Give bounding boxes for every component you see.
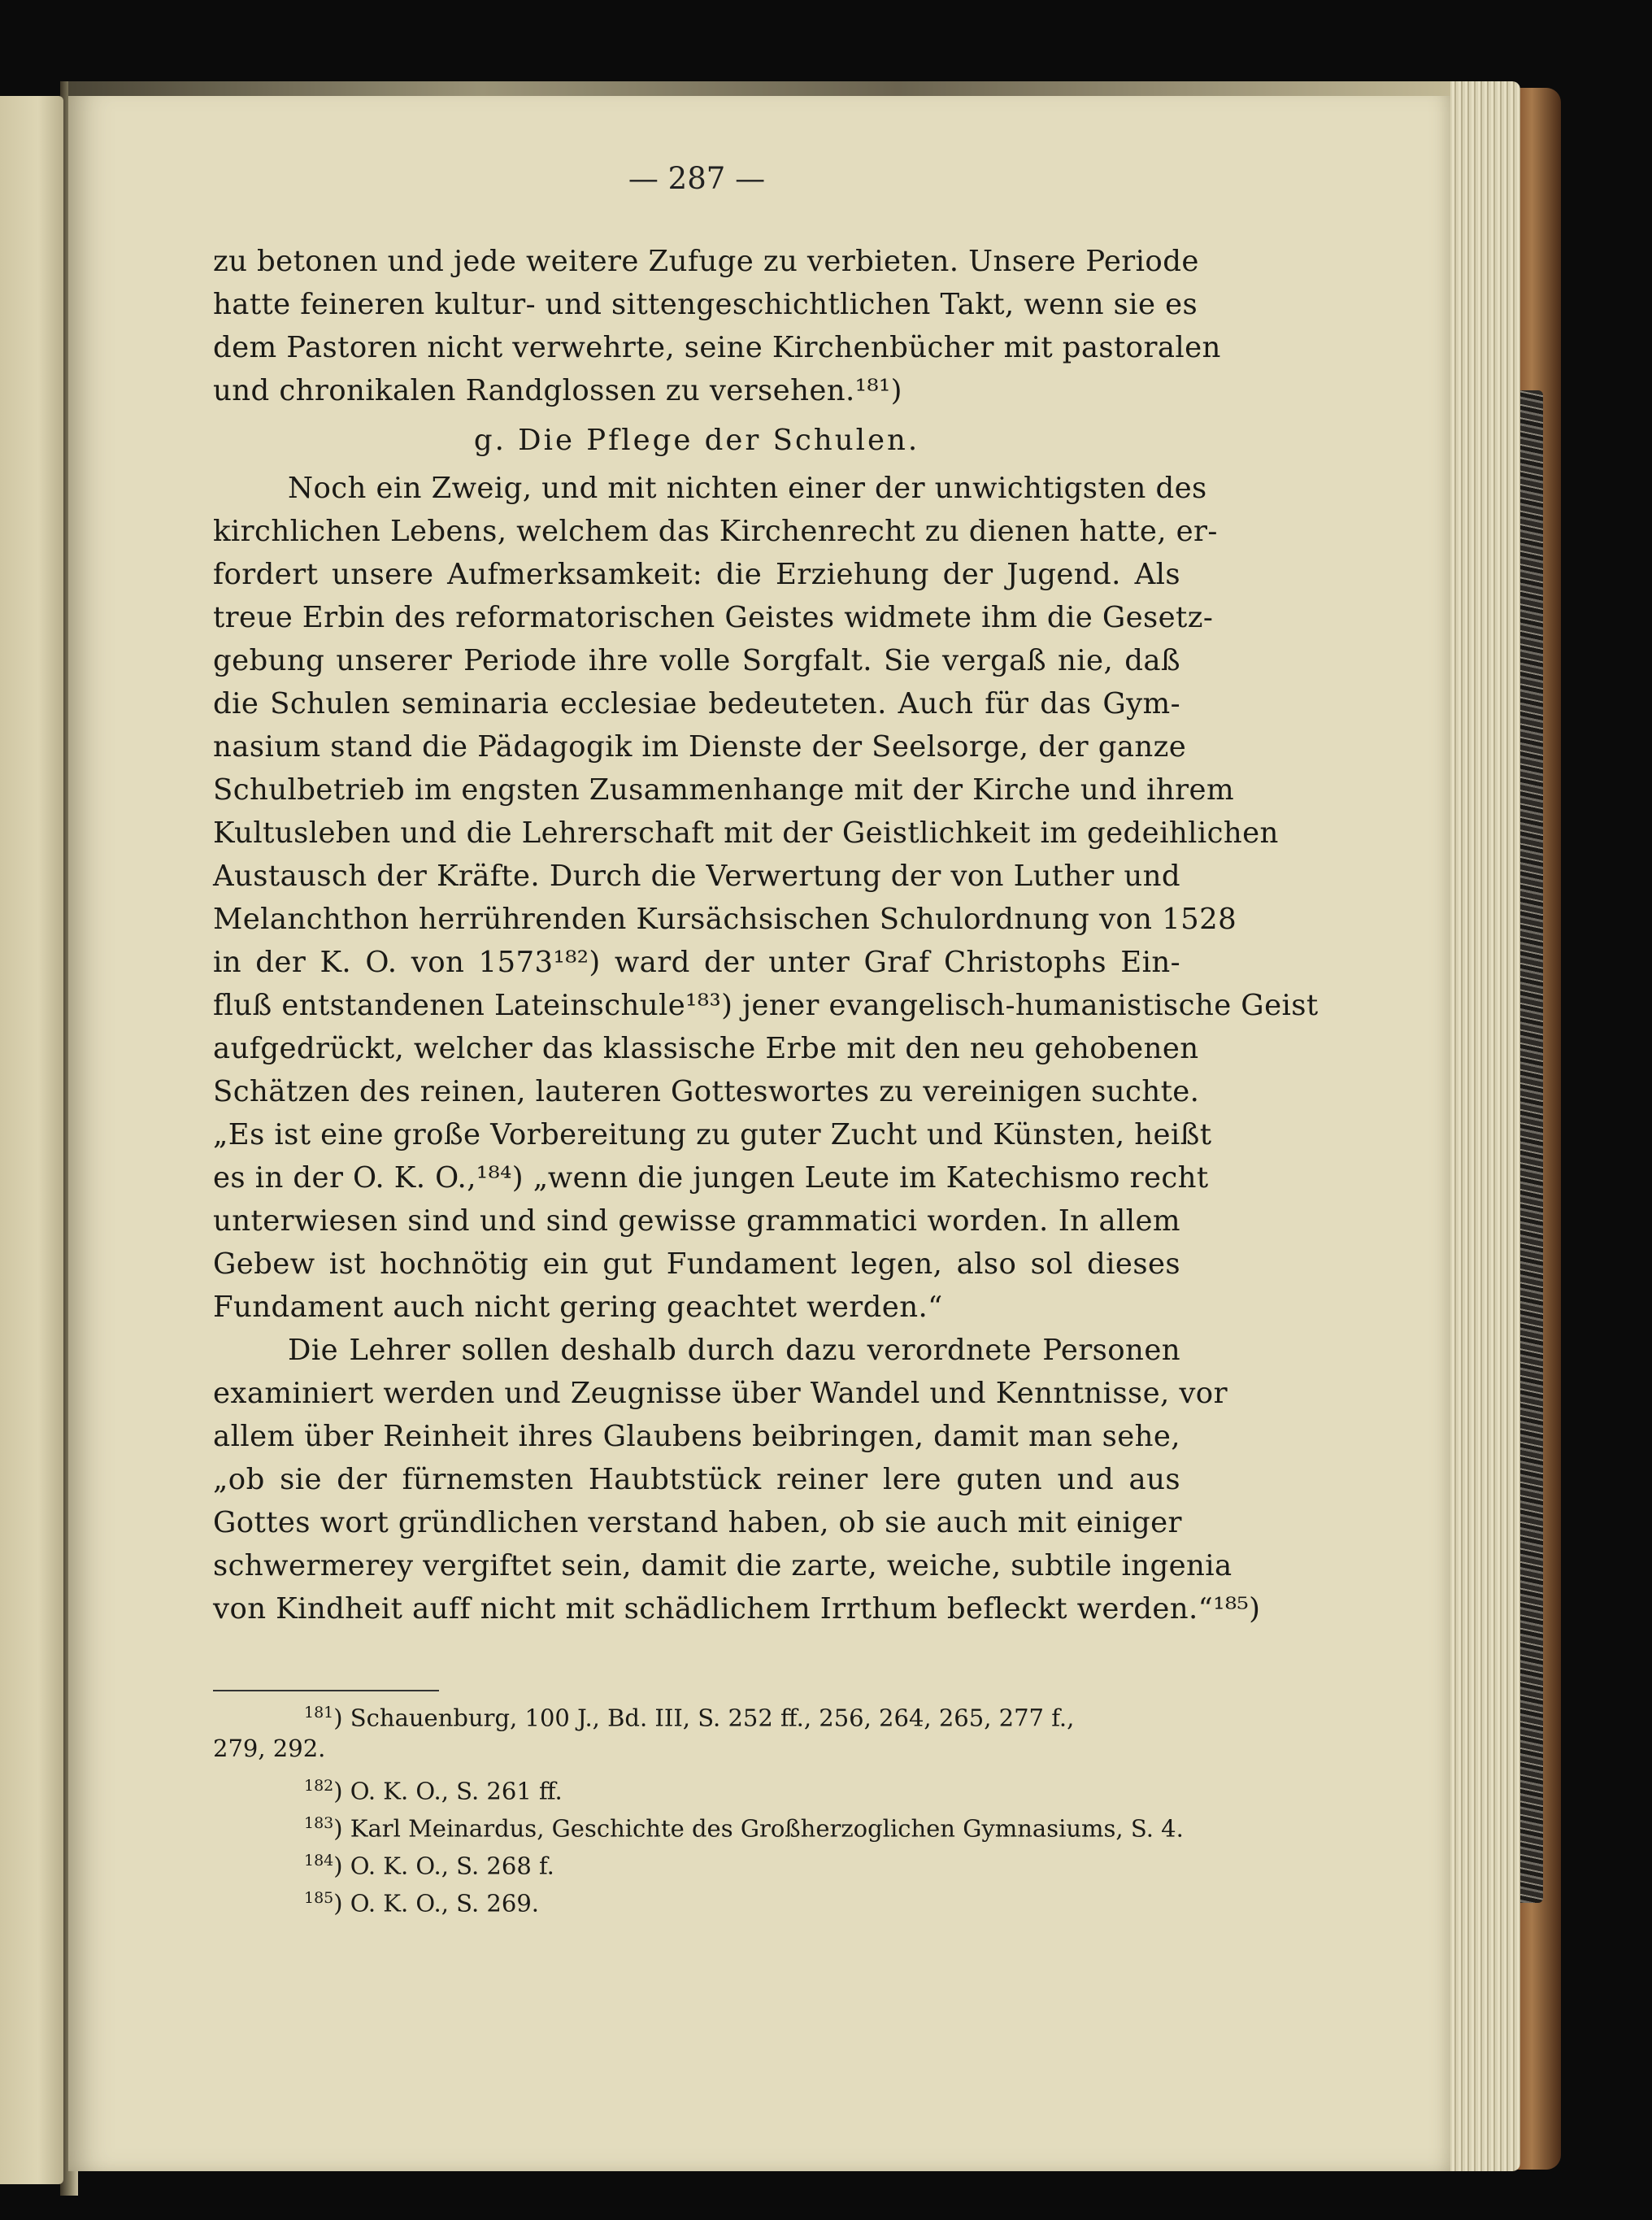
text-line: examiniert werden und Zeugnisse über Wandel und Kenntnisse, vor [213,1377,1228,1410]
text-line: schwermerey vergiftet sein, damit die zarte, weiche, subtile ingenia [213,1549,1232,1582]
text-line: allem über Reinheit ihres Glaubens beibringen, damit man sehe, [213,1420,1180,1453]
text-line: treue Erbin des reformatorischen Geistes widmete ihm die Gesetz- [213,601,1214,634]
footnote [213,1882,1180,1917]
text-line: aufgedrückt, welcher das klassische Erbe mit den neu gehobenen [213,1032,1199,1065]
text-line: „ob sie der fürnemsten Haubtstück reiner lere guten und aus [213,1463,1180,1496]
text-line: zu betonen und jede weitere Zufuge zu verbieten. Unsere Periode [213,245,1199,278]
page-number: — 287 — [628,161,766,196]
text-line: in der K. O. von 1573¹⁸²) ward der unter Graf Christophs Ein- [213,946,1180,979]
text-line: und chronikalen Randglossen zu versehen.¹⁸¹) [213,374,902,407]
text-line: Schulbetrieb im engsten Zusammenhange mit der Kirche und ihrem [213,773,1235,807]
text-line: Gebew ist hochnötig ein gut Fundament legen, also sol dieses [213,1247,1180,1281]
footnote [213,1844,1180,1880]
footnote [213,1769,1180,1805]
footnote-number: 181 [304,1704,334,1722]
text-line: von Kindheit auff nicht mit schädlichem Irrthum befleckt werden.“¹⁸⁵) [213,1592,1261,1626]
footnote-text: ) O. K. O., S. 261 ff. [333,1777,563,1805]
text-line: unterwiesen sind und sind gewisse grammatici worden. In allem [213,1204,1180,1238]
page-fore-edge [1439,81,1520,2171]
text-line: Fundament auch nicht gering geachtet werden.“ [213,1291,943,1324]
text-line: hatte feineren kultur- und sittengeschichtlichen Takt, wenn sie es [213,288,1198,321]
text-line: Die Lehrer sollen deshalb durch dazu verordnete Personen [288,1334,1180,1367]
text-line: dem Pastoren nicht verwehrte, seine Kirchenbücher mit pastoralen [213,331,1221,364]
text-line: Kultusleben und die Lehrerschaft mit der Geistlichkeit im gedeihlichen [213,816,1279,850]
text-line: Schätzen des reinen, lauteren Gotteswortes zu vereinigen suchte. [213,1075,1200,1108]
footnote [213,1696,1180,1732]
page-top-edge [68,81,1450,96]
text-line: kirchlichen Lebens, welchem das Kirchenrecht zu dienen hatte, er- [213,515,1218,548]
text-line: „Es ist eine große Vorbereitung zu guter Zucht und Künsten, heißt [213,1118,1212,1151]
text-line: Gottes wort gründlichen verstand haben, ob sie auch mit einiger [213,1506,1182,1539]
footnote-text: ) Schauenburg, 100 J., Bd. III, S. 252 ff., 256, 264, 265, 277 f., [333,1704,1075,1732]
text-line: es in der O. K. O.,¹⁸⁴) „wenn die jungen Leute im Katechismo recht [213,1161,1209,1195]
text-line: Austausch der Kräfte. Durch die Verwertung der von Luther und [213,860,1180,893]
text-line: Melanchthon herrührenden Kursächsischen Schulordnung von 1528 [213,903,1237,936]
text-line: fluß entstandenen Lateinschule¹⁸³) jener evangelisch-humanistische Geist [213,989,1319,1022]
footnote-number: 184 [304,1852,334,1870]
text-line: Noch ein Zweig, und mit nichten einer der unwichtigsten des [288,472,1207,505]
footnote-text: ) Karl Meinardus, Geschichte des Großherzoglichen Gymnasiums, S. 4. [333,1814,1184,1843]
footnote-text: ) O. K. O., S. 268 f. [333,1852,554,1880]
text-line: nasium stand die Pädagogik im Dienste der Seelsorge, der ganze [213,730,1187,764]
footnote [213,1807,1184,1843]
footnote-number: 185 [304,1889,334,1907]
footnote-number: 182 [304,1777,334,1795]
footnote-text: ) O. K. O., S. 269. [333,1889,539,1917]
footnote-rule [213,1690,439,1691]
text-line: die Schulen seminaria ecclesiae bedeuteten. Auch für das Gym- [213,687,1180,720]
footnote-text: 279, 292. [213,1735,326,1762]
text-line: fordert unsere Aufmerksamkeit: die Erziehung der Jugend. Als [213,558,1180,591]
footnote [213,1732,1180,1765]
section-heading: g. Die Pflege der Schulen. [473,424,920,457]
footnote-number: 183 [304,1814,334,1832]
text-line: gebung unserer Periode ihre volle Sorgfalt. Sie vergaß nie, daß [213,644,1180,677]
left-page-edge [0,96,63,2184]
